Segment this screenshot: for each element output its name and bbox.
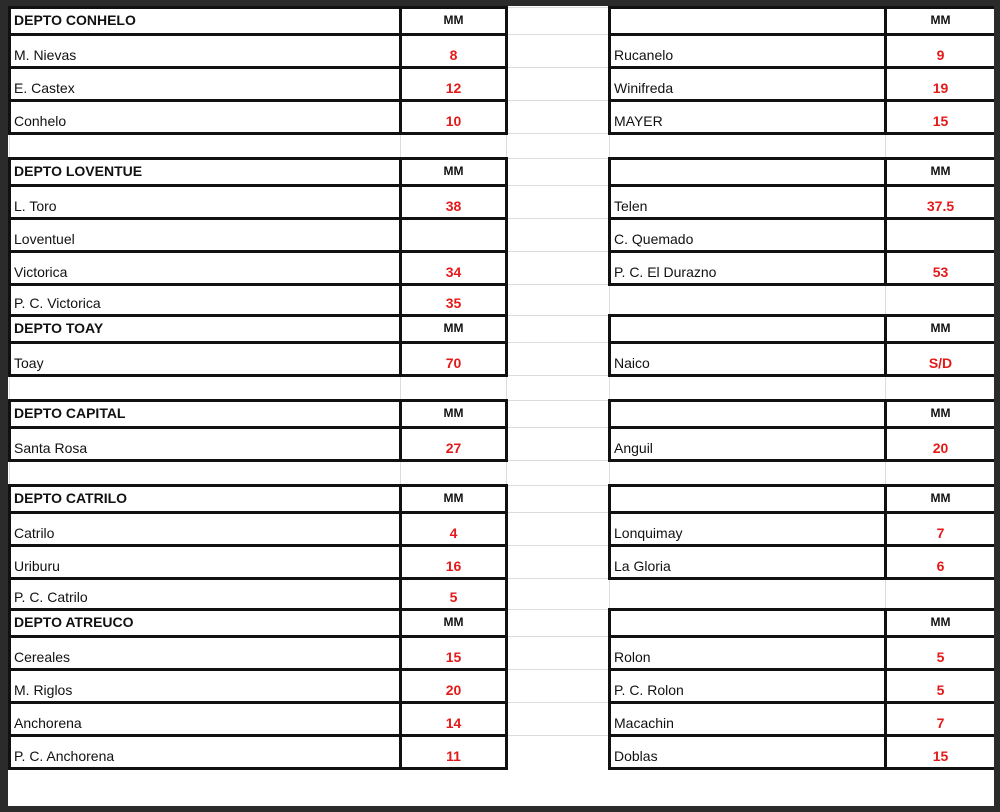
rainfall-value-right[interactable] [886,513,995,546]
location-name-left[interactable] [10,219,401,252]
location-name-right-text: Naico [614,355,650,371]
unit-header-right [886,8,995,35]
rainfall-value-right[interactable] [886,428,995,461]
rainfall-value-left-text: 35 [445,295,462,311]
unit-header-left [401,8,507,35]
empty-cell [401,376,507,401]
location-name-left-text: Toay [14,355,44,371]
dept-title-text: DEPTO CATRILO [14,489,128,506]
empty-cell [610,376,886,401]
gap-cell [507,159,610,186]
empty-cell [10,461,401,486]
section-header-row [10,610,995,637]
rainfall-value-left-text: 34 [445,264,462,280]
table-row [10,513,995,546]
gap-cell [507,35,610,68]
blank-header-right [610,401,886,428]
rainfall-table [8,6,994,770]
rainfall-value-left[interactable] [401,703,507,736]
location-name-right[interactable] [610,285,886,316]
unit-header-right [886,159,995,186]
table-row [10,285,995,316]
rainfall-value-right[interactable] [886,343,995,376]
rainfall-value-left-text: 70 [445,355,462,371]
location-name-left[interactable] [10,637,401,670]
location-name-right[interactable] [610,736,886,769]
empty-cell [610,134,886,159]
location-name-left[interactable] [10,186,401,219]
section-header-row [10,159,995,186]
unit-header-right-text: MM [930,12,951,27]
blank-header-right [610,316,886,343]
location-name-left[interactable] [10,252,401,285]
location-name-left-text: Conhelo [14,113,67,129]
spacer-row [10,376,995,401]
location-name-right[interactable] [610,219,886,252]
location-name-right-text: Rucanelo [614,47,674,63]
location-name-right-text: C. Quemado [614,231,694,247]
location-name-left[interactable] [10,579,401,610]
dept-title-text: DEPTO LOVENTUE [14,162,143,179]
rainfall-value-right-text: 37.5 [926,198,955,214]
table-row [10,428,995,461]
rainfall-value-right-text: 9 [936,47,945,63]
rainfall-value-left[interactable] [401,513,507,546]
unit-header-left [401,610,507,637]
unit-header-right-text: MM [930,614,951,629]
rainfall-value-right[interactable] [886,252,995,285]
empty-cell [10,134,401,159]
rainfall-value-right-text: 5 [936,649,945,665]
gap-cell [507,513,610,546]
location-name-left-text: P. C. Catrilo [14,589,88,605]
unit-header-right-text: MM [930,490,951,505]
rainfall-value-right-text: 20 [932,440,949,456]
rainfall-value-left-text: 20 [445,682,462,698]
unit-header-left [401,159,507,186]
unit-header-right [886,316,995,343]
table-row [10,546,995,579]
unit-header-left-text: MM [443,490,464,505]
dept-title-text: DEPTO CAPITAL [14,404,126,421]
location-name-left-text: Catrilo [14,525,55,541]
rainfall-value-left-text: 5 [449,589,458,605]
rainfall-value-left-text: 11 [446,748,461,764]
location-name-right[interactable] [610,579,886,610]
location-name-right[interactable] [610,670,886,703]
rainfall-value-left-text: 27 [445,440,462,456]
location-name-left[interactable] [10,101,401,134]
gap-cell [507,101,610,134]
gap-cell [507,343,610,376]
dept-title [10,401,401,428]
unit-header-right-text: MM [930,320,951,335]
rainfall-value-left-text: 15 [445,649,462,665]
location-name-left[interactable] [10,736,401,769]
rainfall-value-left[interactable] [401,101,507,134]
location-name-left-text: Loventuel [14,231,75,247]
empty-cell [886,376,995,401]
gap-cell [507,68,610,101]
location-name-left-text: L. Toro [14,198,57,214]
rainfall-value-left[interactable] [401,670,507,703]
gap-cell [507,546,610,579]
rainfall-value-left[interactable] [401,579,507,610]
dept-title [10,8,401,35]
location-name-left-text: M. Nievas [14,47,77,63]
gap-cell [507,252,610,285]
rainfall-value-right-text: 15 [932,748,949,764]
location-name-right-text: Anguil [614,440,653,456]
blank-header-right [610,159,886,186]
rainfall-value-left[interactable] [401,637,507,670]
gap-cell [507,736,610,769]
location-name-left-text: Anchorena [14,715,82,731]
unit-header-right [886,610,995,637]
rainfall-value-left[interactable] [401,428,507,461]
location-name-left-text: Uriburu [14,558,60,574]
location-name-right-text: P. C. El Durazno [614,264,717,280]
location-name-right-text: Lonquimay [614,525,683,541]
rainfall-value-right[interactable] [886,736,995,769]
location-name-right[interactable] [610,68,886,101]
rainfall-value-left[interactable] [401,219,507,252]
location-name-right[interactable] [610,637,886,670]
gap-cell [507,285,610,316]
empty-cell [507,376,610,401]
empty-cell [507,461,610,486]
location-name-left-text: Cereales [14,649,71,665]
location-name-right-text: Telen [614,198,648,214]
gap-cell [507,219,610,252]
empty-cell [610,461,886,486]
location-name-left[interactable] [10,428,401,461]
rainfall-spreadsheet [8,6,994,806]
rainfall-value-right-text: 5 [936,682,945,698]
location-name-left[interactable] [10,343,401,376]
empty-cell [886,134,995,159]
table-row [10,35,995,68]
rainfall-value-right[interactable] [886,219,995,252]
blank-header-right [610,486,886,513]
table-row [10,68,995,101]
table-row [10,252,995,285]
empty-cell [401,461,507,486]
location-name-right-text: La Gloria [614,558,671,574]
location-name-left-text: P. C. Victorica [14,295,101,311]
rainfall-value-right-text: 6 [936,558,945,574]
section-header-row [10,486,995,513]
location-name-left[interactable] [10,546,401,579]
rainfall-value-left[interactable] [401,546,507,579]
gap-cell [507,401,610,428]
table-row [10,736,995,769]
gap-cell [507,579,610,610]
unit-header-right-text: MM [930,405,951,420]
location-name-right[interactable] [610,252,886,285]
unit-header-left-text: MM [443,405,464,420]
rainfall-value-left[interactable] [401,186,507,219]
location-name-left[interactable] [10,513,401,546]
table-row [10,101,995,134]
section-header-row [10,316,995,343]
unit-header-left [401,401,507,428]
table-row [10,703,995,736]
empty-cell [886,461,995,486]
table-row [10,670,995,703]
unit-header-left [401,486,507,513]
unit-header-left-text: MM [443,163,464,178]
location-name-right-text: MAYER [614,113,663,129]
gap-cell [507,670,610,703]
rainfall-value-left[interactable] [401,35,507,68]
location-name-left-text: E. Castex [14,80,75,96]
location-name-right[interactable] [610,428,886,461]
unit-header-right [886,401,995,428]
location-name-left[interactable] [10,703,401,736]
rainfall-value-left[interactable] [401,736,507,769]
unit-header-left-text: MM [443,320,464,335]
gap-cell [507,637,610,670]
rainfall-value-right[interactable] [886,35,995,68]
empty-cell [10,376,401,401]
location-name-right[interactable] [610,546,886,579]
location-name-left[interactable] [10,35,401,68]
location-name-left[interactable] [10,68,401,101]
rainfall-value-right[interactable] [886,670,995,703]
location-name-left-text: Victorica [14,264,68,280]
table-row [10,637,995,670]
gap-cell [507,316,610,343]
spacer-row [10,134,995,159]
empty-cell [401,134,507,159]
unit-header-left-text: MM [443,614,464,629]
rainfall-value-right[interactable] [886,579,995,610]
location-name-left-text: M. Riglos [14,682,73,698]
rainfall-value-left-text: 16 [445,558,462,574]
rainfall-value-right[interactable] [886,186,995,219]
spacer-row [10,461,995,486]
rainfall-value-right-text: 53 [932,264,949,280]
dept-title-text: DEPTO CONHELO [14,11,136,28]
table-row [10,186,995,219]
location-name-right[interactable] [610,513,886,546]
rainfall-value-left[interactable] [401,68,507,101]
dept-title [10,610,401,637]
gap-cell [507,486,610,513]
rainfall-value-right-text: 7 [936,525,945,541]
dept-title [10,316,401,343]
rainfall-value-left-text: 12 [445,80,462,96]
rainfall-value-right[interactable] [886,637,995,670]
location-name-right[interactable] [610,35,886,68]
rainfall-value-right-text: S/D [928,355,953,371]
location-name-right-text: Macachin [614,715,674,731]
table-row [10,219,995,252]
table-row [10,343,995,376]
location-name-right-text: Rolon [614,649,651,665]
dept-title-text: DEPTO TOAY [14,319,104,336]
location-name-right[interactable] [610,343,886,376]
rainfall-value-left-text: 4 [449,525,458,541]
location-name-left-text: P. C. Anchorena [14,748,115,764]
rainfall-value-left[interactable] [401,285,507,316]
location-name-right[interactable] [610,101,886,134]
gap-cell [507,428,610,461]
unit-header-left-text: MM [443,12,464,27]
section-header-row [10,401,995,428]
blank-header-right [610,610,886,637]
rainfall-value-right[interactable] [886,101,995,134]
location-name-left-text: Santa Rosa [14,440,88,456]
section-header-row [10,8,995,35]
rainfall-value-left-text: 10 [445,113,462,129]
rainfall-value-right[interactable] [886,703,995,736]
blank-header-right [610,8,886,35]
empty-cell [507,134,610,159]
rainfall-value-right-text: 7 [936,715,945,731]
location-name-left[interactable] [10,670,401,703]
rainfall-value-left-text: 8 [449,47,458,63]
rainfall-value-right-text: 15 [932,113,949,129]
rainfall-value-right-text: 19 [932,80,949,96]
gap-cell [507,186,610,219]
dept-title [10,159,401,186]
rainfall-value-right[interactable] [886,285,995,316]
rainfall-value-left-text: 14 [445,715,462,731]
rainfall-value-right[interactable] [886,546,995,579]
gap-cell [507,703,610,736]
table-row [10,579,995,610]
dept-title-text: DEPTO ATREUCO [14,613,134,630]
location-name-right-text: Winifreda [614,80,674,96]
rainfall-value-left[interactable] [401,252,507,285]
unit-header-left [401,316,507,343]
rainfall-value-right[interactable] [886,68,995,101]
gap-cell [507,8,610,35]
dept-title [10,486,401,513]
gap-cell [507,610,610,637]
location-name-right[interactable] [610,703,886,736]
location-name-right-text: P. C. Rolon [614,682,684,698]
rainfall-value-left-text: 38 [445,198,462,214]
location-name-left[interactable] [10,285,401,316]
location-name-right-text: Doblas [614,748,658,764]
unit-header-right [886,486,995,513]
location-name-right[interactable] [610,186,886,219]
unit-header-right-text: MM [930,163,951,178]
rainfall-value-left[interactable] [401,343,507,376]
